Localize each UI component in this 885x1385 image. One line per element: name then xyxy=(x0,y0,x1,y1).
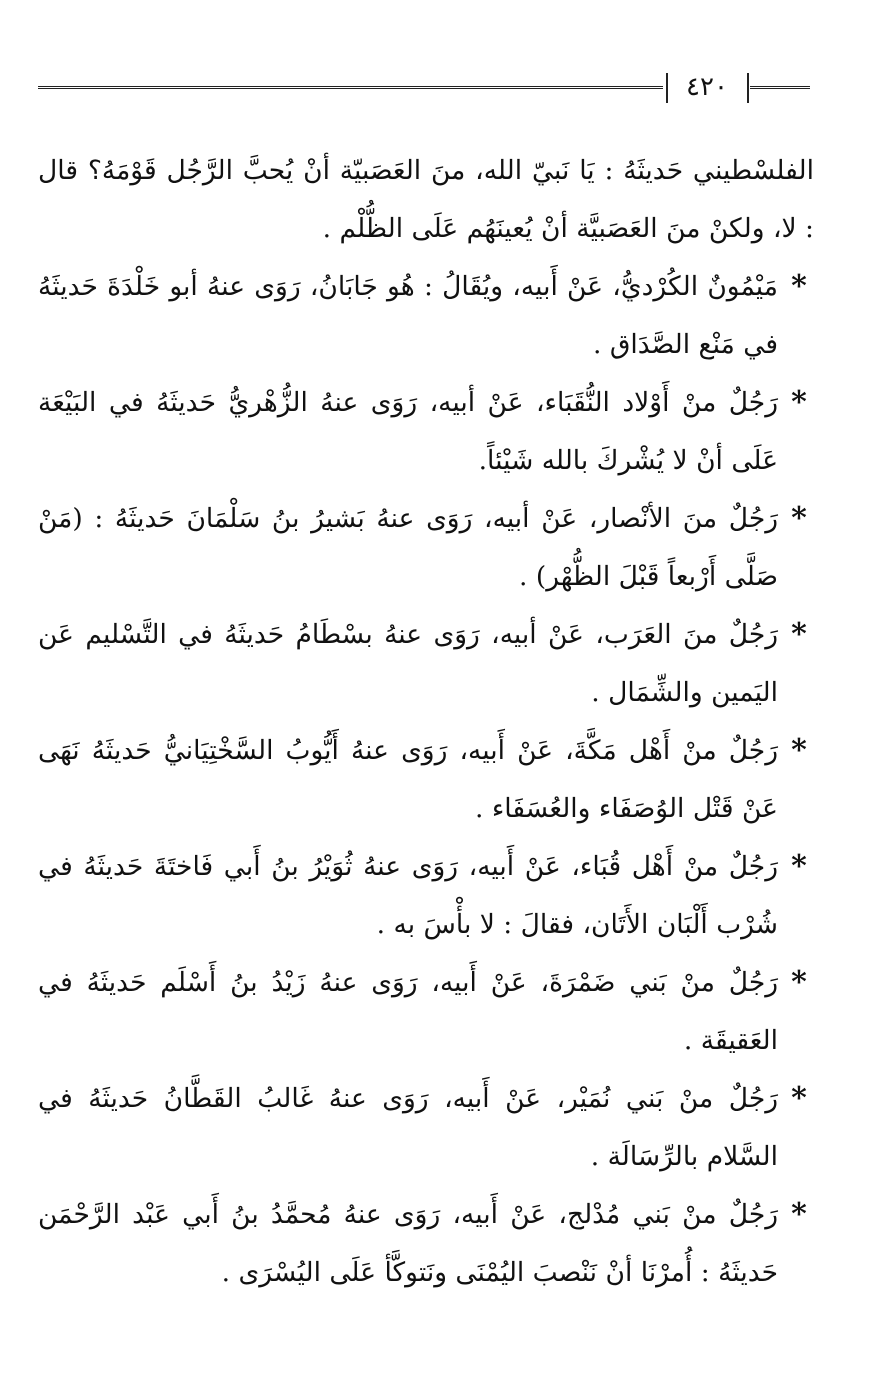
header-rule-right xyxy=(750,86,810,89)
bullet-asterisk: * xyxy=(791,269,807,304)
entry-bani-numayr xyxy=(38,1070,814,1186)
entry-text: رَجُلٌ منْ أَهْل قُبَاء، عَنْ أَبيه، رَوَى عنهُ ثُوَيْرُ بنُ أَبي فَاختَةَ حَديثَهُ في شُرْب أَلْبَان الأَتَان، فقالَ : لا بأْسَ به . xyxy=(38,851,778,940)
entry-text: رَجُلٌ منْ بَني ضَمْرَةَ، عَنْ أَبيه، رَوَى عنهُ زَيْدُ بنُ أَسْلَم حَديثَهُ في العَقيقَة . xyxy=(38,967,778,1056)
entry-awlad-nuqaba xyxy=(38,374,814,490)
bullet-asterisk: * xyxy=(791,733,807,768)
bullet-asterisk: * xyxy=(791,617,807,652)
entry-text: رَجُلٌ منَ العَرَب، عَنْ أبيه، رَوَى عنهُ بسْطَامُ حَديثَهُ في التَّسْليم عَن اليَمين والشِّمَال . xyxy=(38,619,778,708)
bullet-asterisk: * xyxy=(791,501,807,536)
bullet-asterisk: * xyxy=(791,965,807,1000)
entry-maymun xyxy=(38,258,814,374)
entry-makkah xyxy=(38,722,814,838)
entry-text: رَجُلٌ منْ أَهْل مَكَّةَ، عَنْ أَبيه، رَوَى عنهُ أَيُّوبُ السَّخْتِيَانيُّ حَديثَهُ نَهَى عَنْ قَتْل الوُصَفَاء والعُسَفَاء . xyxy=(38,735,778,824)
entry-arab xyxy=(38,606,814,722)
header-rule-tick-right xyxy=(747,73,749,103)
header-rule-tick-left xyxy=(666,73,668,103)
intro-paragraph: الفلسْطيني حَديثَهُ : يَا نَبيّ الله، منَ العَصَبيّة أنْ يُحبَّ الرَّجُل قَوْمَهُ؟ قال : لا، ولكنْ منَ العَصَبيَّة أنْ يُعينَهُم عَلَى الظُّلْم . xyxy=(38,155,814,244)
page-body xyxy=(38,142,814,1302)
header-rule-left xyxy=(38,86,663,89)
entry-bani-damra xyxy=(38,954,814,1070)
bullet-asterisk: * xyxy=(791,1197,807,1232)
bullet-asterisk: * xyxy=(791,385,807,420)
page-number: ٤٢٠ xyxy=(686,72,728,102)
bullet-asterisk: * xyxy=(791,1081,807,1116)
entry-ansar xyxy=(38,490,814,606)
page-header xyxy=(38,70,810,110)
entry-text: رَجُلٌ منْ بَني نُمَيْر، عَنْ أَبيه، رَوَى عنهُ غَالبُ القَطَّانُ حَديثَهُ في السَّلام بالرِّسَالَة . xyxy=(38,1083,778,1172)
bullet-asterisk: * xyxy=(791,849,807,884)
entry-text: مَيْمُونٌ الكُرْديُّ، عَنْ أَبيه، ويُقَالُ : هُو جَابَانُ، رَوَى عنهُ أبو خَلْدَةَ حَديثَهُ في مَنْع الصَّدَاق . xyxy=(38,271,778,360)
entry-text: رَجُلٌ منَ الأنْصار، عَنْ أبيه، رَوَى عنهُ بَشيرُ بنُ سَلْمَانَ حَديثَهُ : (مَنْ صَلَّى أَرْبعاً قَبْلَ الظُّهْر) . xyxy=(38,503,778,592)
entry-bani-mudlij xyxy=(38,1186,814,1302)
entry-quba xyxy=(38,838,814,954)
entry-text: رَجُلٌ منْ بَني مُدْلج، عَنْ أَبيه، رَوَى عنهُ مُحمَّدُ بنُ أَبي عَبْد الرَّحْمَن حَديثَهُ : أُمرْنَا أنْ نَنْصبَ اليُمْنَى ونَتوكَّأ عَلَى اليُسْرَى . xyxy=(38,1199,778,1288)
entry-text: رَجُلٌ منْ أَوْلاد النُّقَبَاء، عَنْ أبيه، رَوَى عنهُ الزُّهْريُّ حَديثَهُ في البَيْعَة عَلَى أنْ لا يُشْركَ بالله شَيْئاً. xyxy=(38,387,778,476)
